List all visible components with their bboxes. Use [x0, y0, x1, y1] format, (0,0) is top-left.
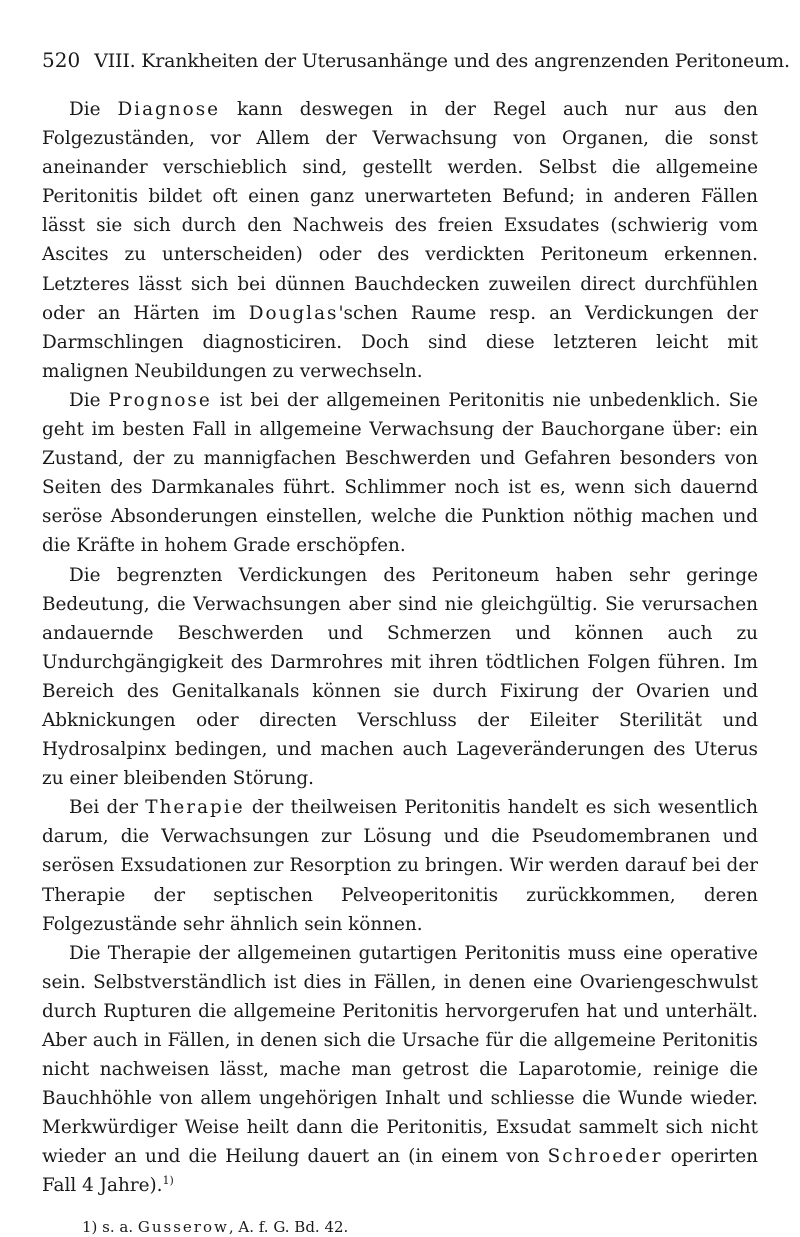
- paragraph-operative-therapie: [42, 939, 758, 1201]
- paragraph-text: Die Therapie der allgemeinen gutartigen Peritonitis muss eine operative sein. Selbstverständlich ist dies in Fällen, in denen eine Ovariengeschwulst durch Rupturen die allgemeine Peritonitis hervorgerufen hat und unterhält. Aber auch in Fällen, in denen sich die Ursache für die allgemeine Peritonitis nicht nachweisen lässt, mache man getrost die Laparotomie, reinige die Bauchhöhle von allem ungehörigen Inhalt und schliesse die Wunde wieder. Merkwürdiger Weise heilt dann die Peritonitis, Exsudat sammelt sich nicht wieder an und die Heilung dauert an (in einem von: [42, 942, 758, 1168]
- paragraph-lead: Die: [69, 99, 118, 120]
- paragraph-lead: Die: [69, 389, 109, 411]
- paragraph-prognose: [42, 386, 758, 561]
- footnote-reference: 1): [162, 1174, 174, 1188]
- page-number: 520: [42, 48, 81, 72]
- paragraph-text-continued: operirten Fall 4 Jahre).: [42, 1146, 758, 1197]
- paragraph-lead: Bei der: [69, 797, 146, 819]
- running-head: [42, 48, 790, 73]
- term-diagnose: Diagnose: [117, 99, 221, 120]
- footnote-text: s. a.: [97, 1217, 138, 1236]
- paragraph-therapie: [42, 793, 758, 938]
- term-prognose: Prognose: [108, 389, 212, 411]
- name-schroeder: Schroeder: [547, 1146, 663, 1168]
- paragraph-text: Die begrenzten Verdickungen des Peritoneum haben sehr geringe Bedeutung, die Verwachsungen aber sind nie gleichgültig. Sie verursachen andauernde Beschwerden und Schmerzen und können auch zu Undurchgängigkeit des Darmrohres mit ihren tödtlichen Folgen führen. Im Bereich des Genitalkanals können sie durch Fixirung der Ovarien und Abknickungen oder directen Verschluss der Eileiter Sterilität und Hydrosalpinx bedingen, und machen auch Lageveränderungen des Uterus zu einer bleibenden Störung.: [42, 564, 758, 790]
- body-text: [42, 95, 758, 1201]
- term-therapie: Therapie: [145, 797, 245, 819]
- paragraph-text: der theilweisen Peritonitis handelt es sich wesentlich darum, die Verwachsungen zur Lösung und die Pseudomembranen und serösen Exsudationen zur Resorption zu bringen. Wir werden darauf bei der Therapie der septischen Pelveoperitonitis zurückkommen, deren Folgezustände sehr ähnlich sein können.: [42, 797, 759, 935]
- name-douglas: Douglas: [248, 302, 339, 324]
- paragraph-text: ist bei der allgemeinen Peritonitis nie unbedenklich. Sie geht im besten Fall in allgemeine Verwachsung der Bauchorgane über: ein Zustand, der zu mannigfachen Beschwerden und Gefahren besonders von Seiten des Darmkanales führt. Schlimmer noch ist es, wenn sich dauernd seröse Absonderungen einstellen, welche die Punktion nöthig machen und die Kräfte in hohem Grade erschöpfen.: [42, 389, 759, 557]
- paragraph-text: kann deswegen in der Regel auch nur aus den Folgezuständen, vor Allem der Verwachsung von Organen, die sonst aneinander verschieblich sind, gestellt werden. Selbst die allgemeine Peritonitis bildet oft einen ganz unerwarteten Befund; in anderen Fällen lässt sie sich durch den Nachweis des freien Exsudates (schwierig vom Ascites zu unterscheiden) oder des verdickten Peritoneum erkennen. Letzteres lässt sich bei dünnen Bauchdecken zuweilen direct durchfühlen oder an Härten im: [42, 99, 758, 324]
- footnote-author: Gusserow: [137, 1217, 229, 1236]
- paragraph-text-continued: 'schen Raume resp. an Verdickungen der Darmschlingen diagnosticiren. Doch sind diese letzteren leicht mit malignen Neubildungen zu verwechseln.: [42, 302, 758, 382]
- footnote-marker: 1): [82, 1217, 98, 1236]
- paragraph-diagnose: [42, 95, 758, 386]
- footnote-citation: , A. f. G. Bd. 42.: [228, 1217, 349, 1236]
- page-header-title: VIII. Krankheiten der Uterusanhänge und des angrenzenden Peritoneum.: [94, 50, 790, 72]
- paragraph-verdickungen: [42, 561, 758, 794]
